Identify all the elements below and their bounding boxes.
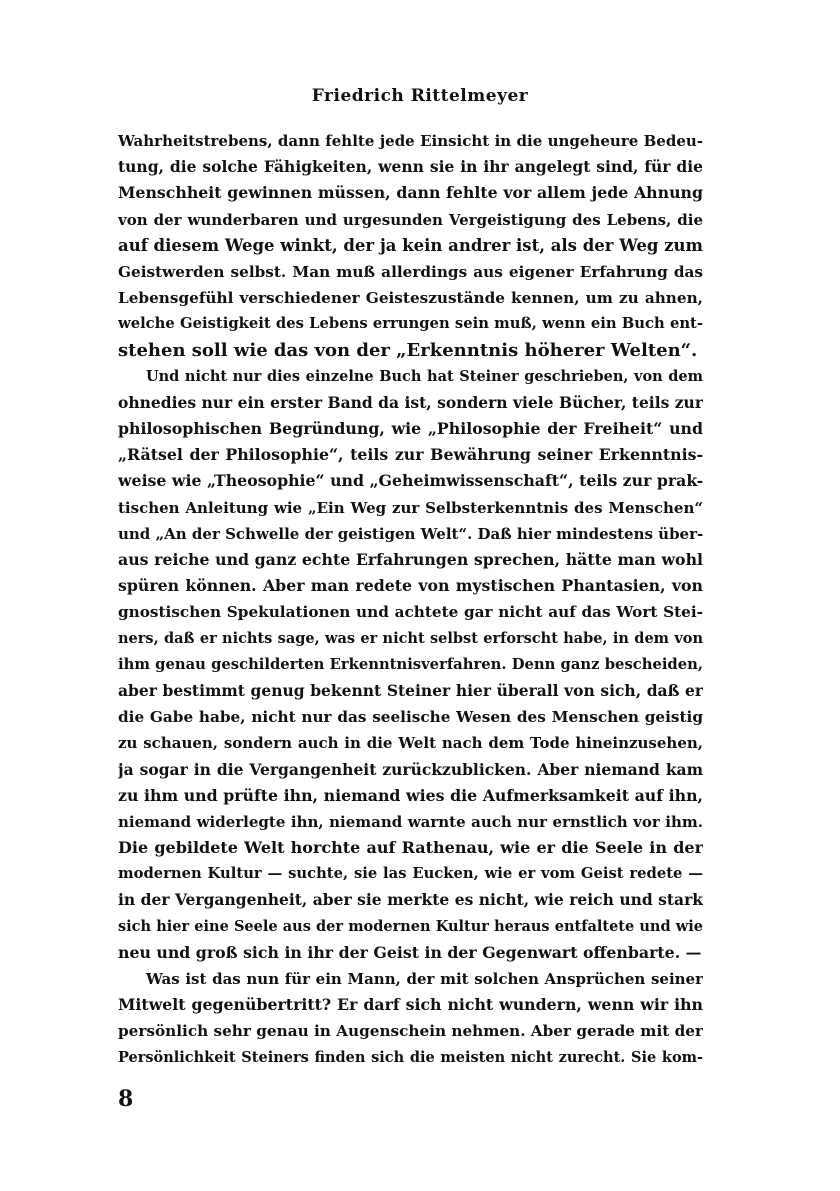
text-line: Und nicht nur dies einzelne Buch hat Steiner geschrieben, von dem: [146, 367, 703, 385]
text-line: sich hier eine Seele aus der modernen Kultur heraus entfaltete und wie: [118, 917, 703, 935]
text-line: Geistwerden selbst. Man muß allerdings aus eigener Erfahrung das: [118, 262, 703, 281]
body-text: [118, 128, 703, 1071]
text-line: Die gebildete Welt horchte auf Rathenau, wie er die Seele in der: [118, 838, 703, 858]
text-line: Lebensgefühl verschiedener Geisteszustände kennen, um zu ahnen,: [118, 289, 703, 308]
text-line: Wahrheitstrebens, dann fehlte jede Einsicht in die ungeheure Bedeu-: [118, 132, 703, 150]
text-line: weise wie „Theosophie“ und „Geheimwissenschaft“, teils zur prak-: [118, 471, 703, 491]
running-head: Friedrich Rittelmeyer: [311, 86, 529, 106]
text-line: welche Geistigkeit des Lebens errungen sein muß, wenn ein Buch ent-: [118, 315, 703, 333]
text-line: philosophischen Begründung, wie „Philosophie der Freiheit“ und: [118, 419, 703, 439]
text-line: persönlich sehr genau in Augenschein nehmen. Aber gerade mit der: [118, 1022, 703, 1041]
text-line: Menschheit gewinnen müssen, dann fehlte vor allem jede Ahnung: [118, 183, 703, 203]
text-line: zu schauen, sondern auch in die Welt nach dem Tode hineinzusehen,: [118, 734, 703, 753]
text-line: tung, die solche Fähigkeiten, wenn sie in ihr angelegt sind, für die: [118, 157, 703, 177]
text-line: gnostischen Spekulationen und achtete gar nicht auf das Wort Stei-: [118, 603, 703, 622]
text-line: modernen Kultur — suchte, sie las Eucken, wie er vom Geist redete —: [118, 865, 703, 883]
page-number: 8: [118, 1086, 134, 1112]
text-line: aber bestimmt genug bekennt Steiner hier überall von sich, daß er: [118, 680, 703, 700]
text-line: ihm genau geschilderten Erkenntnisverfahren. Denn ganz bescheiden,: [118, 655, 703, 673]
text-line: die Gabe habe, nicht nur das seelische Wesen des Menschen geistig: [118, 708, 703, 727]
text-line: neu und groß sich in ihr der Geist in der Gegenwart offenbarte. —: [118, 942, 702, 962]
text-line: stehen soll wie das von der „Erkenntnis höherer Welten“.: [118, 339, 698, 361]
text-line: von der wunderbaren und urgesunden Vergeistigung des Lebens, die: [118, 210, 703, 229]
text-line: zu ihm und prüfte ihn, niemand wies die Aufmerksamkeit auf ihn,: [118, 785, 703, 805]
text-line: auf diesem Wege winkt, der ja kein andrer ist, als der Weg zum: [118, 235, 703, 255]
text-line: ohnedies nur ein erster Band da ist, sondern viele Bücher, teils zur: [118, 392, 703, 412]
text-line: niemand widerlegte ihn, niemand warnte auch nur ernstlich vor ihm.: [118, 812, 703, 831]
text-line: tischen Anleitung wie „Ein Weg zur Selbsterkenntnis des Menschen“: [118, 498, 703, 517]
text-line: Mitwelt gegenübertritt? Er darf sich nicht wundern, wenn wir ihn: [118, 995, 703, 1015]
text-line: und „An der Schwelle der geistigen Welt“. Daß hier mindestens über-: [118, 524, 703, 543]
text-line: ners, daß er nichts sage, was er nicht selbst erforscht habe, in dem von: [118, 629, 703, 647]
text-line: ja sogar in die Vergangenheit zurückzublicken. Aber niemand kam: [118, 759, 703, 779]
text-line: in der Vergangenheit, aber sie merkte es nicht, wie reich und stark: [118, 890, 703, 910]
text-line: spüren können. Aber man redete von mystischen Phantasien, von: [118, 576, 703, 596]
text-line: Was ist das nun für ein Mann, der mit solchen Ansprüchen seiner: [146, 970, 703, 988]
text-line: Persönlichkeit Steiners finden sich die meisten nicht zurecht. Sie kom-: [118, 1048, 703, 1066]
text-line: aus reiche und ganz echte Erfahrungen sprechen, hätte man wohl: [118, 550, 703, 569]
text-line: „Rätsel der Philosophie“, teils zur Bewährung seiner Erkenntnis-: [118, 445, 703, 465]
